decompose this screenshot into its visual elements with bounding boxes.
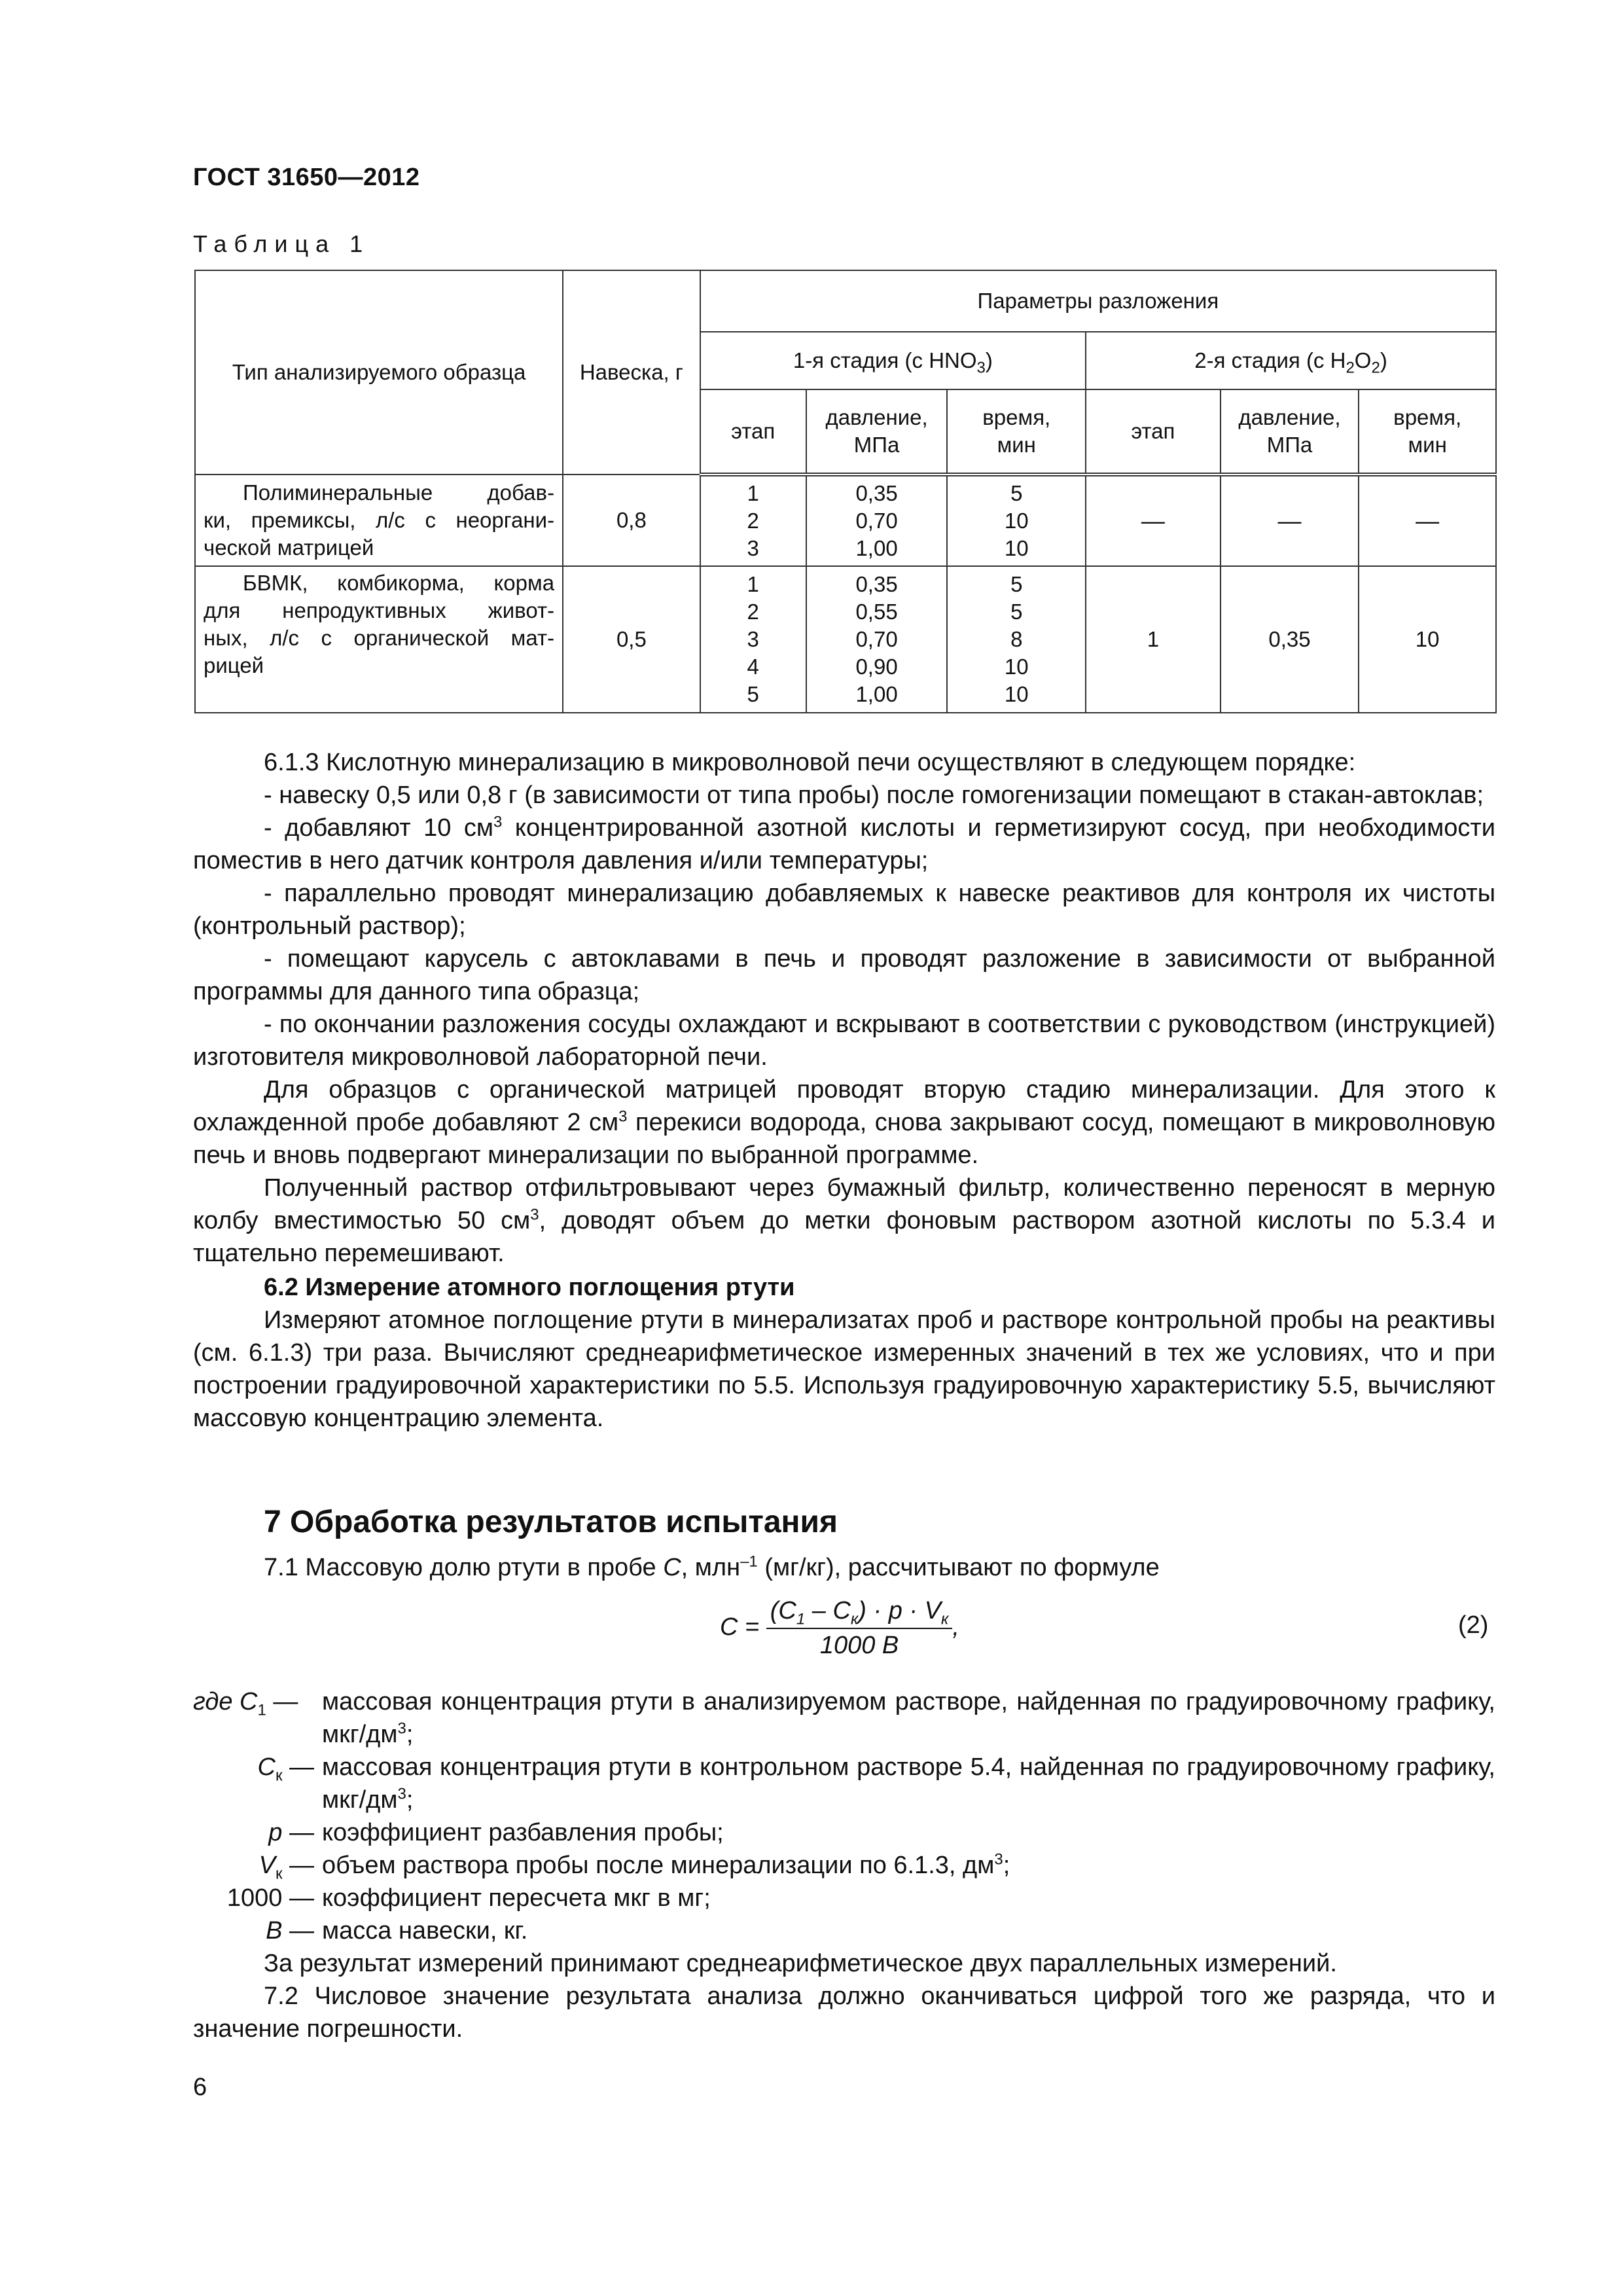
col-header-s1-time: время, мин	[947, 389, 1086, 475]
paragraph: 6.1.3 Кислотную минерализацию в микроволновой печи осуществляют в следующем порядке:	[264, 749, 1356, 776]
table-caption: Таблица 1	[193, 230, 370, 257]
row2-s2-pressure: 0,35	[1221, 566, 1359, 713]
row2-sample-type: БВМК, комбикорма, корма для непродуктивных живот- ных, л/с с органической мат- рицей	[195, 566, 563, 713]
list-item: - добавляют 10 $см^3$ концентрированной азотной кислоты и герметизируют сосуд, при необходимости поместив в него датчик контроля давления и/или температуры;	[193, 813, 1495, 874]
formula: C = $\frac{(C_1 - C_к) \cdot p \cdot V_к}{1000 B}$ ,	[720, 1597, 959, 1659]
section-heading: 7 Обработка результатов испытания	[264, 1505, 838, 1539]
row2-mass: 0,5	[563, 566, 700, 713]
section-heading: 6.2 Измерение атомного поглощения ртути	[264, 1274, 795, 1301]
paragraph: Измеряют атомное поглощение ртути в минерализатах проб и растворе контрольной пробы на реактивы (см. 6.1.3) три раза. Вычисляют среднеарифметическое измеренных значений в тех же условиях, что и при построении градуировочной характеристики по 5.5. Используя градуировочную характеристику 5.5, вычисляют массовую концентрацию элемента.	[193, 1306, 1495, 1432]
paragraph: 7.2 Числовое значение результата анализа должно оканчиваться цифрой того же разряда, что и значение погрешности.	[193, 1982, 1495, 2043]
table-row	[195, 566, 1496, 713]
decomposition-table	[194, 270, 1497, 713]
col-header-s1-pressure: давление, МПа	[806, 389, 948, 475]
row2-s1-pressure: 0,35 0,55 0,70 0,90 1,00	[806, 566, 948, 713]
col-header-params: Параметры разложения	[700, 270, 1496, 332]
col-header-stage2: 2-я стадия (с $H_2O_2$)	[1086, 332, 1496, 389]
formula-number: (2)	[1458, 1611, 1489, 1639]
col-header-sample-type: Тип анализируемого образца	[195, 270, 563, 475]
section-7-1	[193, 1551, 1495, 1584]
col-header-s2-pressure: давление, МПа	[1221, 389, 1359, 475]
row1-sample-type: Полиминеральные добав- ки, премиксы, л/с с неоргани- ческой матрицей	[195, 475, 563, 566]
row1-s2-pressure: —	[1221, 475, 1359, 566]
paragraph: Для образцов с органической матрицей проводят вторую стадию минерализации. Для этого к охлажденной пробе добавляют 2 $см^3$ перекиси водорода, снова закрывают сосуд, помещают в микроволновую печь и вновь подвергают минерализации по выбранной программе.	[193, 1076, 1495, 1169]
row1-s2-step: —	[1086, 475, 1221, 566]
document-header: ГОСТ 31650—2012	[193, 164, 420, 191]
definition-item: p — коэффициент разбавления пробы;	[268, 1819, 724, 1846]
paragraph: За результат измерений принимают среднеарифметическое двух параллельных измерений.	[264, 1950, 1337, 1977]
col-header-stage1: 1-я стадия (с $HNO_3$)	[700, 332, 1086, 389]
row2-s2-step: 1	[1086, 566, 1221, 713]
formula-definitions	[193, 1685, 1495, 2045]
list-item: - по окончании разложения сосуды охлаждают и вскрывают в соответствии с руководством (инструкцией) изготовителя микроволновой лабораторной печи.	[193, 1011, 1495, 1071]
row1-s2-time: —	[1359, 475, 1496, 566]
col-header-s2-step: этап	[1086, 389, 1221, 475]
definition-item: где $C_1$ — массовая концентрация ртути в анализируемом растворе, найденная по градуировочному графику, мкг/$дм^3$;	[193, 1688, 1495, 1748]
definition-item: 1000 — коэффициент пересчета мкг в мг;	[226, 1884, 711, 1912]
paragraph: Полученный раствор отфильтровывают через бумажный фильтр, количественно переносят в мерную колбу вместимостью 50 $см^3$, доводят объем до метки фоновым раствором азотной кислоты по 5.3.4 и тщательно перемешивают.	[193, 1174, 1495, 1267]
section-6-1-3	[193, 746, 1495, 1435]
list-item: - навеску 0,5 или 0,8 г (в зависимости от типа пробы) после гомогенизации помещают в стакан-автоклав;	[264, 781, 1484, 809]
col-header-mass: Навеска, г	[563, 270, 700, 475]
definition-item: B — масса навески, кг.	[266, 1917, 528, 1945]
list-item: - параллельно проводят минерализацию добавляемых к навеске реактивов для контроля их чистоты (контрольный раствор);	[193, 880, 1495, 940]
row2-s1-time: 5 5 8 10 10	[947, 566, 1086, 713]
list-item: - помещают карусель с автоклавами в печь и проводят разложение в зависимости от выбранной программы для данного типа образца;	[193, 945, 1495, 1005]
row1-s1-pressure: 0,35 0,70 1,00	[806, 475, 948, 566]
definition-item: $V_к$ — объем раствора пробы после минерализации по 6.1.3, $дм^3$;	[259, 1850, 1010, 1883]
row1-s1-time: 5 10 10	[947, 475, 1086, 566]
row1-s1-steps: 1 2 3	[700, 475, 806, 566]
row2-s2-time: 10	[1359, 566, 1496, 713]
row1-mass: 0,8	[563, 475, 700, 566]
col-header-s2-time: время, мин	[1359, 389, 1496, 475]
row2-s1-steps: 1 2 3 4 5	[700, 566, 806, 713]
definition-item: $C_к$ — массовая концентрация ртути в контрольном растворе 5.4, найденная по градуировочному графику, мкг/$дм^3$;	[257, 1753, 1495, 1814]
paragraph: 7.1 Массовую долю ртути в пробе C, млн$^{-1}$ (мг/кг), рассчитывают по формуле	[264, 1552, 1160, 1581]
table-row	[195, 475, 1496, 566]
page-number: 6	[193, 2073, 207, 2101]
col-header-s1-step: этап	[700, 389, 806, 475]
